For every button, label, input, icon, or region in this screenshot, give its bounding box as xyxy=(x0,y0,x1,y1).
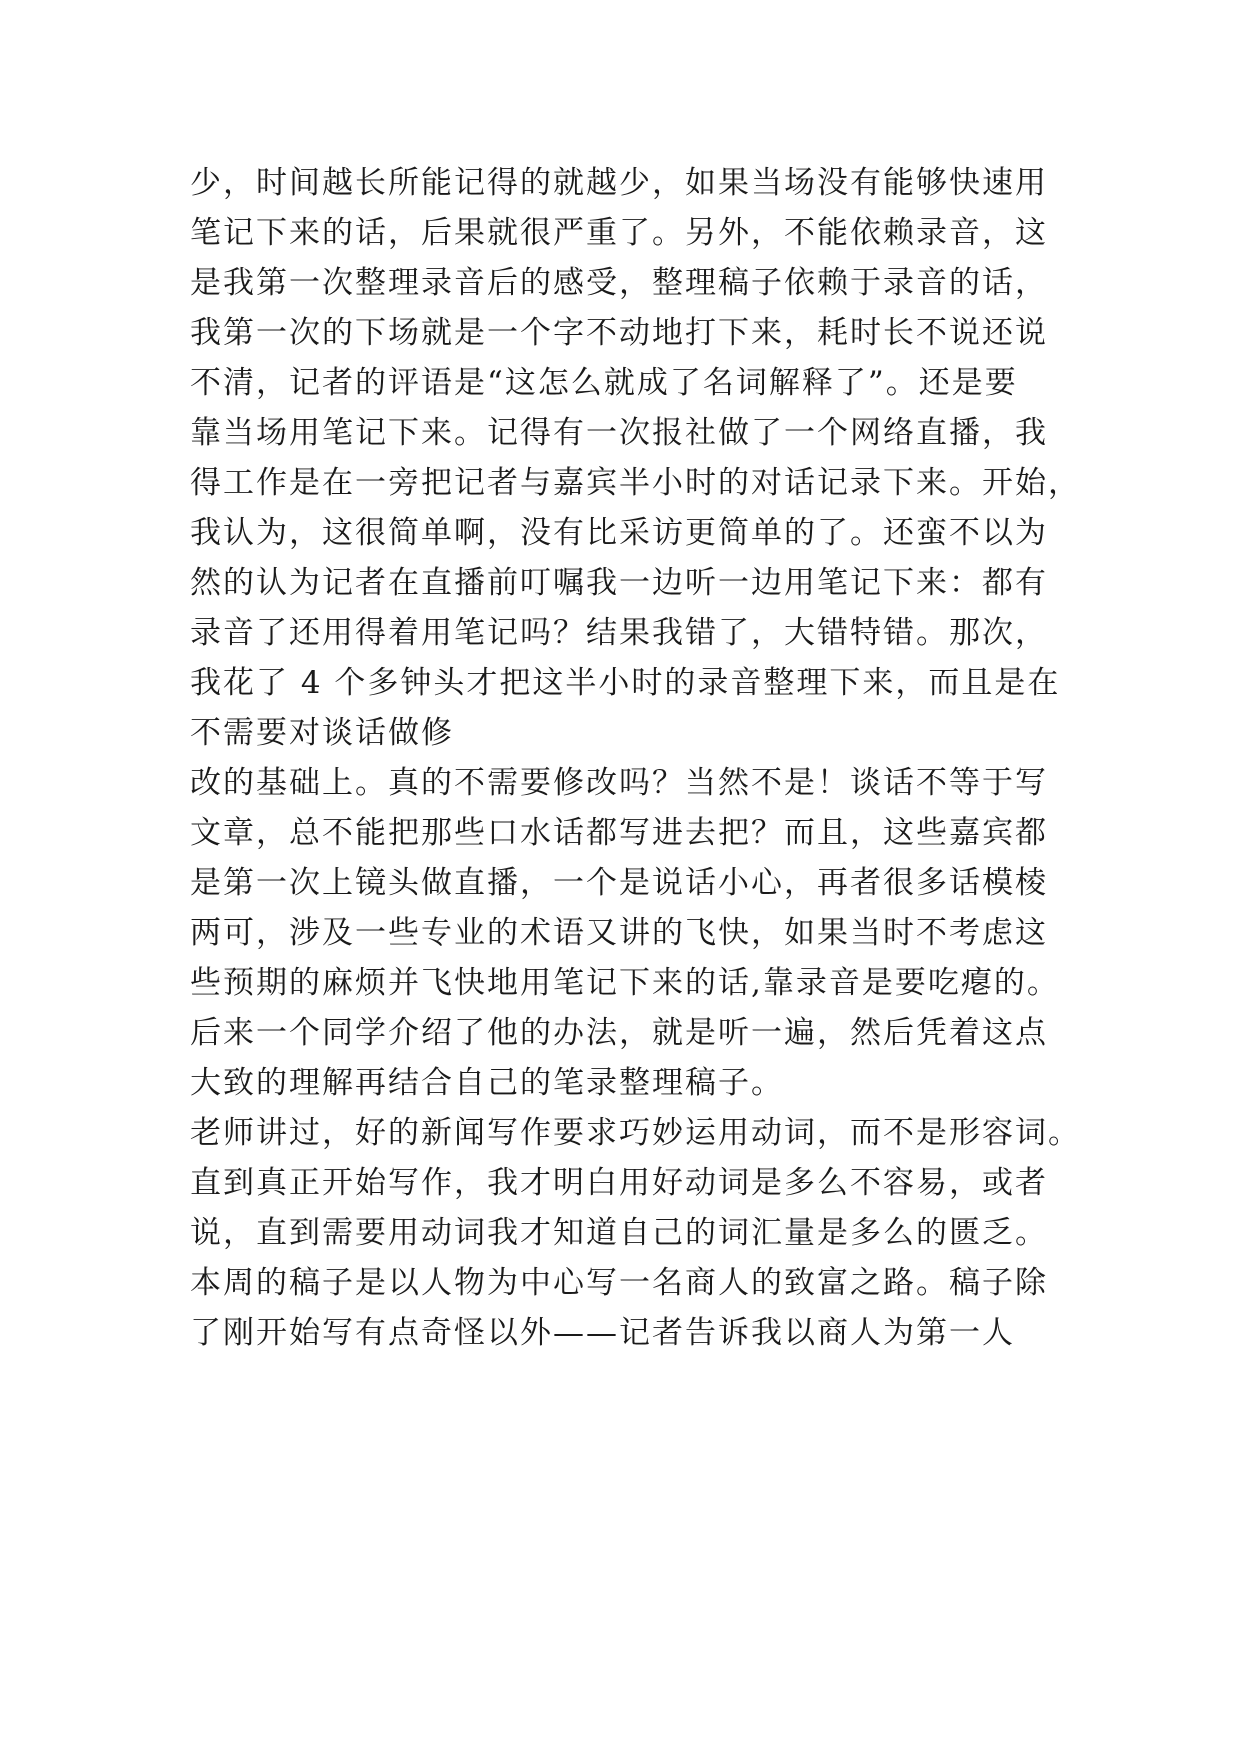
text-line: 些预期的麻烦并飞快地用笔记下来的话,靠录音是要吃瘪的。 xyxy=(190,965,1060,1001)
body-text xyxy=(190,158,1081,1358)
text-line: 本周的稿子是以人物为中心写一名商人的致富之路。稿子除 xyxy=(190,1265,1048,1301)
text-line: 老师讲过，好的新闻写作要求巧妙运用动词，而不是形容词。 xyxy=(190,1115,1081,1151)
text-line: 是我第一次整理录音后的感受，整理稿子依赖于录音的话， xyxy=(190,265,1048,301)
text-line: 我认为，这很简单啊，没有比采访更简单的了。还蛮不以为 xyxy=(190,515,1048,551)
text-line: 靠当场用笔记下来。记得有一次报社做了一个网络直播，我 xyxy=(190,415,1048,451)
text-line: 然的认为记者在直播前叮嘱我一边听一边用笔记下来：都有 xyxy=(190,565,1048,601)
text-line: 得工作是在一旁把记者与嘉宾半小时的对话记录下来。开始， xyxy=(190,465,1081,501)
text-line: 了刚开始写有点奇怪以外——记者告诉我以商人为第一人 xyxy=(190,1315,1015,1351)
text-line: 直到真正开始写作，我才明白用好动词是多么不容易，或者 xyxy=(190,1165,1048,1201)
text-line: 两可，涉及一些专业的术语又讲的飞快，如果当时不考虑这 xyxy=(190,915,1048,951)
text-line: 录音了还用得着用笔记吗？结果我错了，大错特错。那次， xyxy=(190,615,1048,651)
text-line: 大致的理解再结合自己的笔录整理稿子。 xyxy=(190,1065,784,1101)
text-line: 不需要对谈话做修 xyxy=(190,715,454,751)
text-line: 说，直到需要用动词我才知道自己的词汇量是多么的匮乏。 xyxy=(190,1215,1048,1251)
text-line: 少，时间越长所能记得的就越少，如果当场没有能够快速用 xyxy=(190,165,1048,201)
text-line: 我第一次的下场就是一个字不动地打下来，耗时长不说还说 xyxy=(190,315,1048,351)
text-line: 后来一个同学介绍了他的办法，就是听一遍，然后凭着这点 xyxy=(190,1015,1048,1051)
text-line: 是第一次上镜头做直播，一个是说话小心，再者很多话模棱 xyxy=(190,865,1048,901)
text-line: 笔记下来的话，后果就很严重了。另外，不能依赖录音，这 xyxy=(190,215,1048,251)
text-line: 改的基础上。真的不需要修改吗？当然不是！谈话不等于写 xyxy=(190,765,1048,801)
text-line: 我花了 4 个多钟头才把这半小时的录音整理下来，而且是在 xyxy=(190,665,1061,701)
text-line: 文章，总不能把那些口水话都写进去把？而且，这些嘉宾都 xyxy=(190,815,1048,851)
text-line: 不清，记者的评语是“这怎么就成了名词解释了”。还是要 xyxy=(190,365,1018,401)
